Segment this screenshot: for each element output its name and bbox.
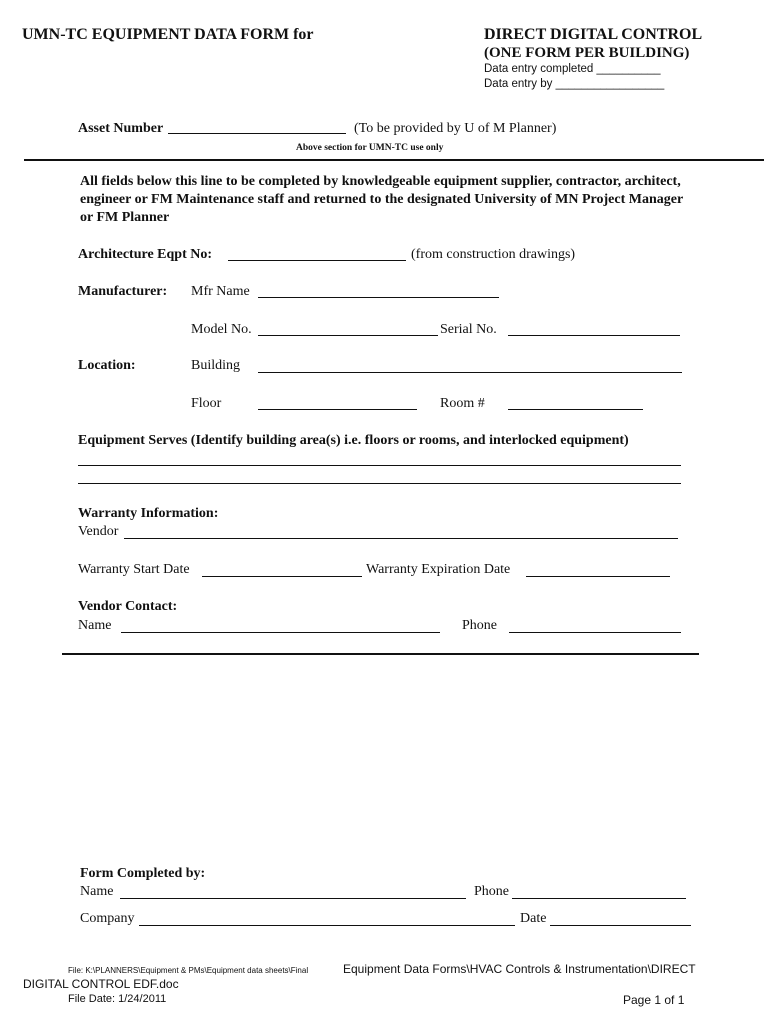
equipment-serves-label: Equipment Serves (Identify building area(s) i.e. floors or rooms, and interlocked equipment)	[78, 433, 629, 448]
footer-file-prefix: File: K:\PLANNERS\Equipment & PMs\Equipment data sheets\Final	[68, 966, 309, 975]
instructions-line-1: All fields below this line to be completed by knowledgeable equipment supplier, contractor, architect,	[80, 174, 681, 189]
footer-file-path: Equipment Data Forms\HVAC Controls & Instrumentation\DIRECT	[343, 962, 696, 976]
form-title-left: UMN-TC EQUIPMENT DATA FORM for	[22, 26, 314, 43]
mfr-name-label: Mfr Name	[191, 284, 250, 299]
section-divider	[24, 159, 764, 161]
vendor-contact-phone-field[interactable]	[509, 632, 681, 633]
arch-eqpt-label: Architecture Eqpt No:	[78, 247, 213, 262]
equipment-serves-field-2[interactable]	[78, 483, 681, 484]
completed-by-name-field[interactable]	[120, 898, 466, 899]
vendor-contact-phone-label: Phone	[462, 618, 497, 633]
completed-by-date-label: Date	[520, 911, 547, 926]
asset-number-note: (To be provided by U of M Planner)	[354, 121, 557, 136]
warranty-expiration-label: Warranty Expiration Date	[366, 562, 511, 577]
mfr-name-field[interactable]	[258, 297, 499, 298]
asset-number-field[interactable]	[168, 133, 346, 134]
model-no-field[interactable]	[258, 335, 438, 336]
completed-by-name-label: Name	[80, 884, 114, 899]
completed-by-phone-label: Phone	[474, 884, 509, 899]
form-title-right: DIRECT DIGITAL CONTROL	[484, 26, 703, 43]
footer-file-date: File Date: 1/24/2011	[68, 993, 167, 1005]
form-subtitle: (ONE FORM PER BUILDING)	[484, 45, 690, 61]
arch-eqpt-note: (from construction drawings)	[411, 247, 576, 262]
building-label: Building	[191, 358, 241, 373]
footer-file-path-cont: DIGITAL CONTROL EDF.doc	[23, 977, 179, 991]
completed-by-company-field[interactable]	[139, 925, 515, 926]
location-label: Location:	[78, 358, 136, 373]
completed-by-date-field[interactable]	[550, 925, 691, 926]
arch-eqpt-field[interactable]	[228, 260, 406, 261]
serial-no-label: Serial No.	[440, 322, 497, 337]
completed-by-company-label: Company	[80, 911, 135, 926]
vendor-section-divider	[62, 653, 699, 655]
vendor-label: Vendor	[78, 524, 119, 539]
warranty-heading: Warranty Information:	[78, 506, 219, 521]
model-no-label: Model No.	[191, 322, 252, 337]
vendor-contact-name-label: Name	[78, 618, 112, 633]
completed-by-phone-field[interactable]	[512, 898, 686, 899]
floor-field[interactable]	[258, 409, 417, 410]
warranty-start-field[interactable]	[202, 576, 362, 577]
asset-number-label: Asset Number	[78, 121, 164, 136]
vendor-field[interactable]	[124, 538, 678, 539]
building-field[interactable]	[258, 372, 682, 373]
umn-use-only-note: Above section for UMN-TC use only	[296, 143, 444, 153]
equipment-serves-field-1[interactable]	[78, 465, 681, 466]
serial-no-field[interactable]	[508, 335, 680, 336]
vendor-contact-heading: Vendor Contact:	[78, 599, 178, 614]
data-entry-by: Data entry by _________________	[484, 78, 665, 90]
warranty-expiration-field[interactable]	[526, 576, 670, 577]
vendor-contact-name-field[interactable]	[121, 632, 440, 633]
room-label: Room #	[440, 396, 485, 411]
warranty-start-label: Warranty Start Date	[78, 562, 190, 577]
manufacturer-label: Manufacturer:	[78, 284, 168, 299]
data-entry-completed: Data entry completed __________	[484, 63, 661, 75]
instructions-line-2: engineer or FM Maintenance staff and returned to the designated University of MN Project Manager	[80, 192, 684, 207]
footer-page-number: Page 1 of 1	[623, 993, 685, 1007]
instructions-line-3: or FM Planner	[80, 210, 170, 225]
floor-label: Floor	[191, 396, 222, 411]
completed-by-heading: Form Completed by:	[80, 866, 206, 881]
room-field[interactable]	[508, 409, 643, 410]
